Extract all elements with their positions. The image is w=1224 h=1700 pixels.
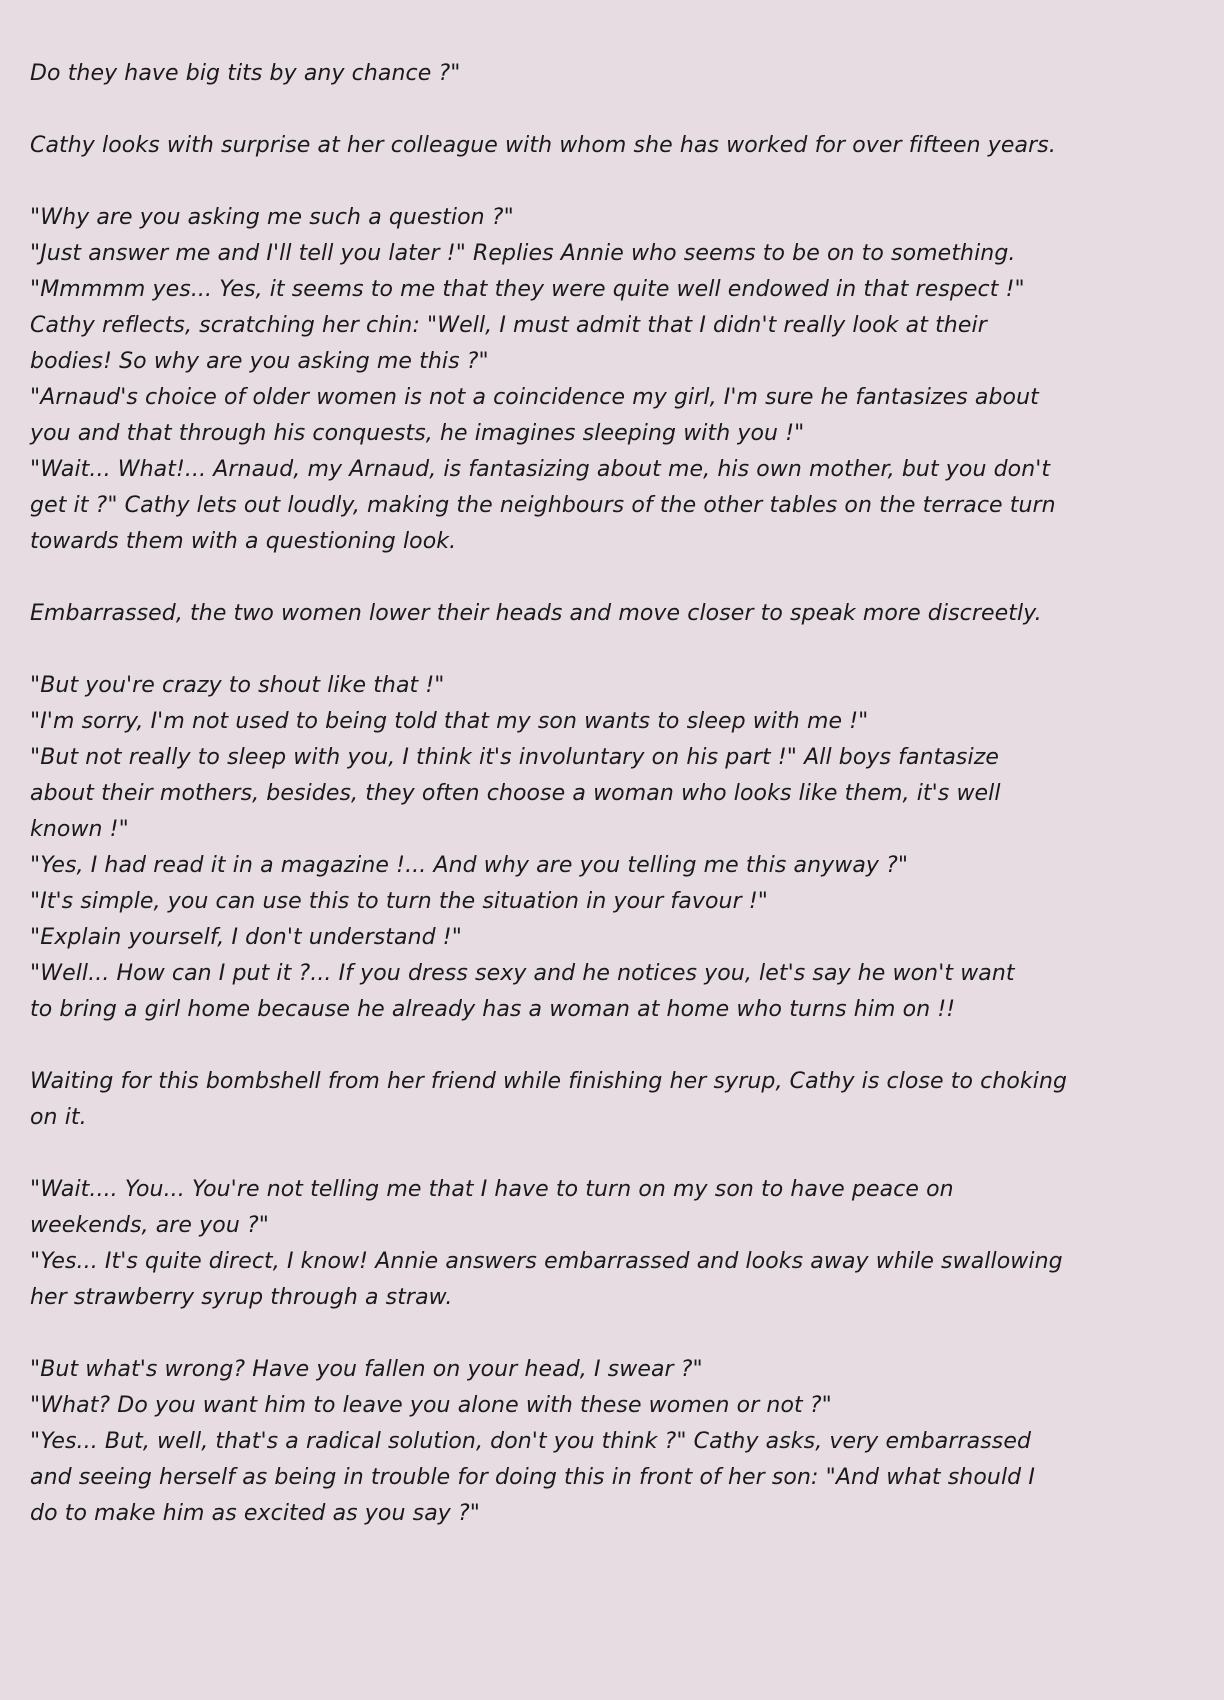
text-line: "But what's wrong? Have you fallen on your head, I swear ?" xyxy=(30,1357,703,1382)
text-line: "Explain yourself, I don't understand !" xyxy=(30,925,462,950)
text-line: to bring a girl home because he already has a woman at home who turns him on !! xyxy=(30,997,956,1022)
text-line: get it ?" Cathy lets out loudly, making the neighbours of the other tables on the terrace turn xyxy=(30,493,1056,518)
text-line: Cathy reflects, scratching her chin: "Well, I must admit that I didn't really look at their xyxy=(30,313,987,338)
text-line: Cathy looks with surprise at her colleague with whom she has worked for over fifteen years. xyxy=(30,133,1056,158)
text-line: bodies! So why are you asking me this ?" xyxy=(30,349,489,374)
text-line: on it. xyxy=(30,1105,87,1130)
text-line: "Mmmmm yes... Yes, it seems to me that they were quite well endowed in that respect !" xyxy=(30,277,1025,302)
text-line: Do they have big tits by any chance ?" xyxy=(30,61,461,86)
paragraph-gap xyxy=(30,92,1204,128)
text-line: weekends, are you ?" xyxy=(30,1213,269,1238)
text-line: "Yes... It's quite direct, I know! Annie answers embarrassed and looks away while swallowing xyxy=(30,1249,1063,1274)
text-line: "What? Do you want him to leave you alone with these women or not ?" xyxy=(30,1393,832,1418)
text-line: about their mothers, besides, they often choose a woman who looks like them, it's well xyxy=(30,781,1001,806)
text-line: Embarrassed, the two women lower their heads and move closer to speak more discreetly. xyxy=(30,601,1042,626)
text-line: "Yes... But, well, that's a radical solution, don't you think ?" Cathy asks, very embarrassed xyxy=(30,1429,1032,1454)
text-line: "I'm sorry, I'm not used to being told that my son wants to sleep with me !" xyxy=(30,709,869,734)
text-line: "Just answer me and I'll tell you later !" Replies Annie who seems to be on to something. xyxy=(30,241,1016,266)
text-line: and seeing herself as being in trouble for doing this in front of her son: "And what should I xyxy=(30,1465,1035,1490)
text-line: "Well... How can I put it ?... If you dress sexy and he notices you, let's say he won't want xyxy=(30,961,1015,986)
text-line: towards them with a questioning look. xyxy=(30,529,457,554)
paragraph-gap xyxy=(30,1316,1204,1352)
text-line: known !" xyxy=(30,817,129,842)
paragraph-gap xyxy=(30,164,1204,200)
text-line: "It's simple, you can use this to turn the situation in your favour !" xyxy=(30,889,768,914)
paragraph-gap xyxy=(30,560,1204,596)
text-line: do to make him as excited as you say ?" xyxy=(30,1501,480,1526)
paragraph-gap xyxy=(30,1136,1204,1172)
paragraph-gap xyxy=(30,632,1204,668)
text-line: "Arnaud's choice of older women is not a coincidence my girl, I'm sure he fantasizes about xyxy=(30,385,1039,410)
paragraph-gap xyxy=(30,1028,1204,1064)
text-line: "Why are you asking me such a question ?" xyxy=(30,205,514,230)
text-line: "Wait... What!... Arnaud, my Arnaud, is fantasizing about me, his own mother, but you don't xyxy=(30,457,1051,482)
text-line: "But not really to sleep with you, I think it's involuntary on his part !" All boys fantasize xyxy=(30,745,999,770)
text-line: "Yes, I had read it in a magazine !... And why are you telling me this anyway ?" xyxy=(30,853,909,878)
text-line: her strawberry syrup through a straw. xyxy=(30,1285,453,1310)
text-line: "But you're crazy to shout like that !" xyxy=(30,673,445,698)
story-text xyxy=(30,56,1204,1532)
text-line: Waiting for this bombshell from her friend while finishing her syrup, Cathy is close to choking xyxy=(30,1069,1068,1094)
text-line: you and that through his conquests, he imagines sleeping with you !" xyxy=(30,421,805,446)
text-line: "Wait.... You... You're not telling me that I have to turn on my son to have peace on xyxy=(30,1177,954,1202)
